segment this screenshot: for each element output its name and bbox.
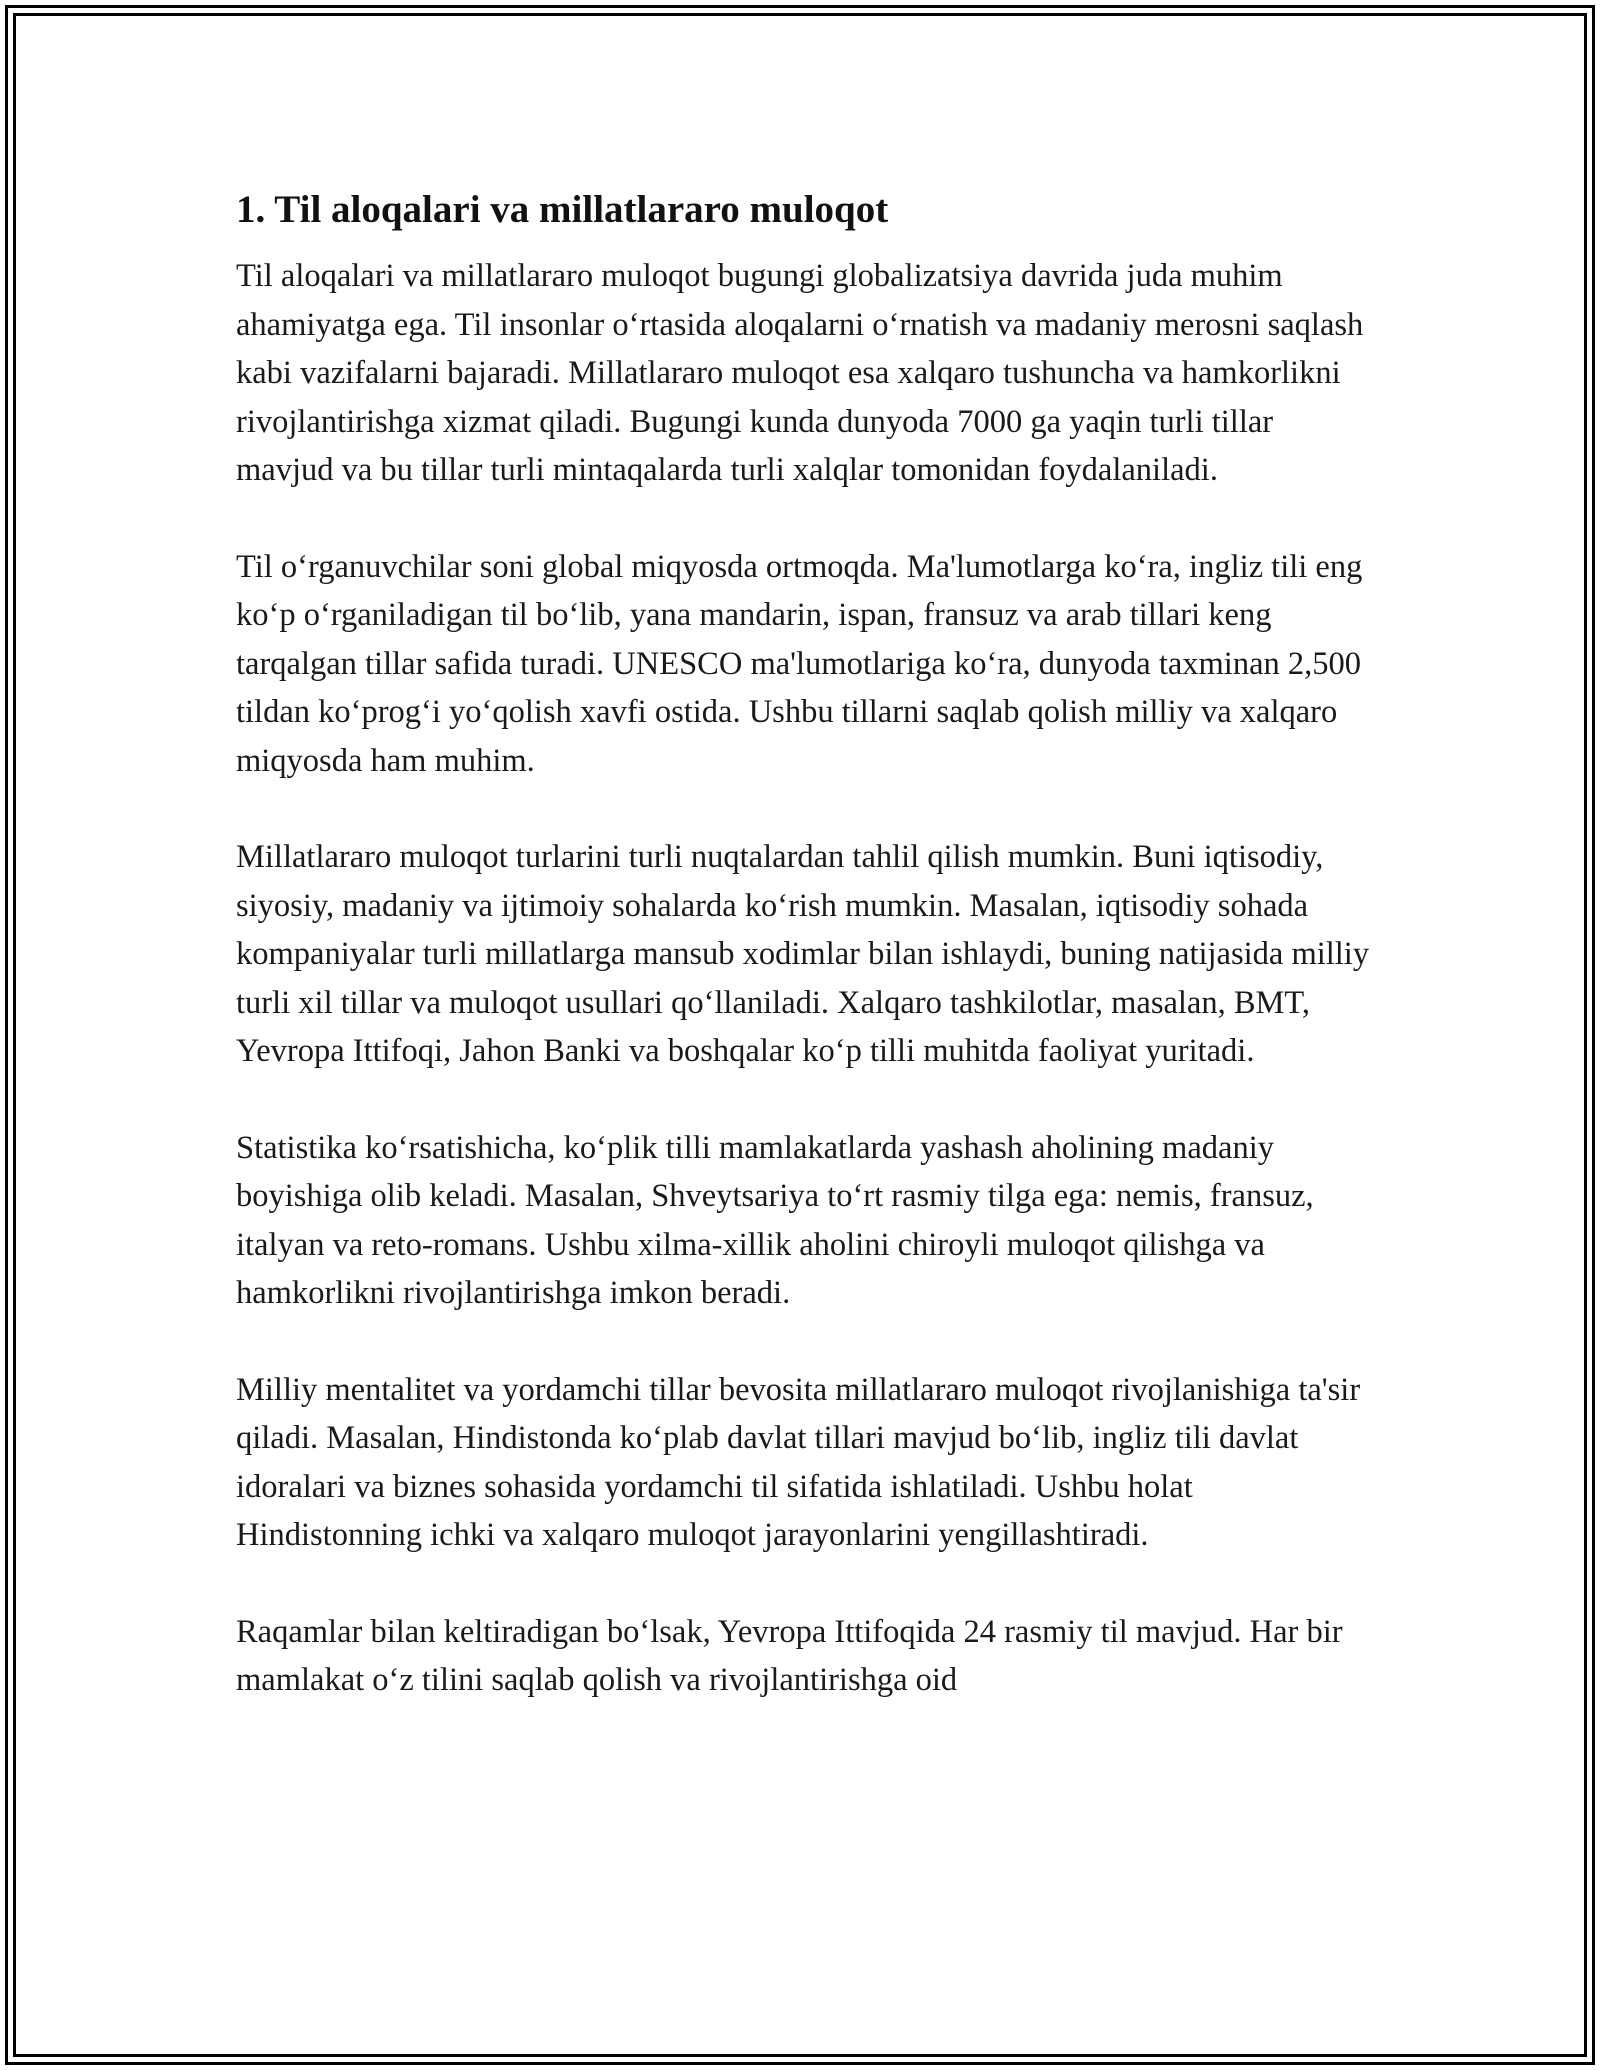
section-heading: 1. Til aloqalari va millatlararo muloqot <box>236 188 889 231</box>
paragraph-1: Til aloqalari va millatlararo muloqot bugungi globalizatsiya davrida juda muhim ahamiyatga ega. Til insonlar oʻrtasida aloqalarni oʻrnatish va madaniy merosni saqlash kabi vazifalarni bajaradi. Millatlararo muloqot esa xalqaro tushuncha va hamkorlikni rivojlantirishga xizmat qiladi. Bugungi kunda dunyoda 7000 ga yaqin turli tillar mavjud va bu tillar turli mintaqalarda turli xalqlar tomonidan foydalaniladi. <box>236 258 1364 488</box>
paragraph-3: Millatlararo muloqot turlarini turli nuqtalardan tahlil qilish mumkin. Buni iqtisodiy, siyosiy, madaniy va ijtimoiy sohalarda koʻrish mumkin. Masalan, iqtisodiy sohada kompaniyalar turli millatlarga mansub xodimlar bilan ishlaydi, buning natijasida milliy turli xil tillar va muloqot usullari qoʻllaniladi. Xalqaro tashkilotlar, masalan, BMT, Yevropa Ittifoqi, Jahon Banki va boshqalar koʻp tilli muhitda faoliyat yuritadi. <box>236 839 1370 1069</box>
paragraph-6: Raqamlar bilan keltiradigan boʻlsak, Yevropa Ittifoqida 24 rasmiy til mavjud. Har bir mamlakat oʻz tilini saqlab qolish va rivojlantirishga oid <box>236 1613 1343 1698</box>
document-body <box>236 186 1376 1753</box>
paragraph-5: Milliy mentalitet va yordamchi tillar bevosita millatlararo muloqot rivojlanishiga ta'sir qiladi. Masalan, Hindistonda koʻplab davlat tillari mavjud boʻlib, ingliz tili davlat idoralari va biznes sohasida yordamchi til sifatida ishlatiladi. Ushbu holat Hindistonning ichki va xalqaro muloqot jarayonlarini yengillashtiradi. <box>236 1371 1361 1553</box>
paragraph-4: Statistika koʻrsatishicha, koʻplik tilli mamlakatlarda yashash aholining madaniy boyishiga olib keladi. Masalan, Shveytsariya toʻrt rasmiy tilga ega: nemis, fransuz, italyan va reto-romans. Ushbu xilma-xillik aholini chiroyli muloqot qilishga va hamkorlikni rivojlantirishga imkon beradi. <box>236 1129 1314 1311</box>
paragraph-2: Til oʻrganuvchilar soni global miqyosda ortmoqda. Ma'lumotlarga koʻra, ingliz tili eng koʻp oʻrganiladigan til boʻlib, yana mandarin, ispan, fransuz va arab tillari keng tarqalgan tillar safida turadi. UNESCO ma'lumotlariga koʻra, dunyoda taxminan 2,500 tildan koʻprogʻi yoʻqolish xavfi ostida. Ushbu tillarni saqlab qolish milliy va xalqaro miqyosda ham muhim. <box>236 548 1363 779</box>
